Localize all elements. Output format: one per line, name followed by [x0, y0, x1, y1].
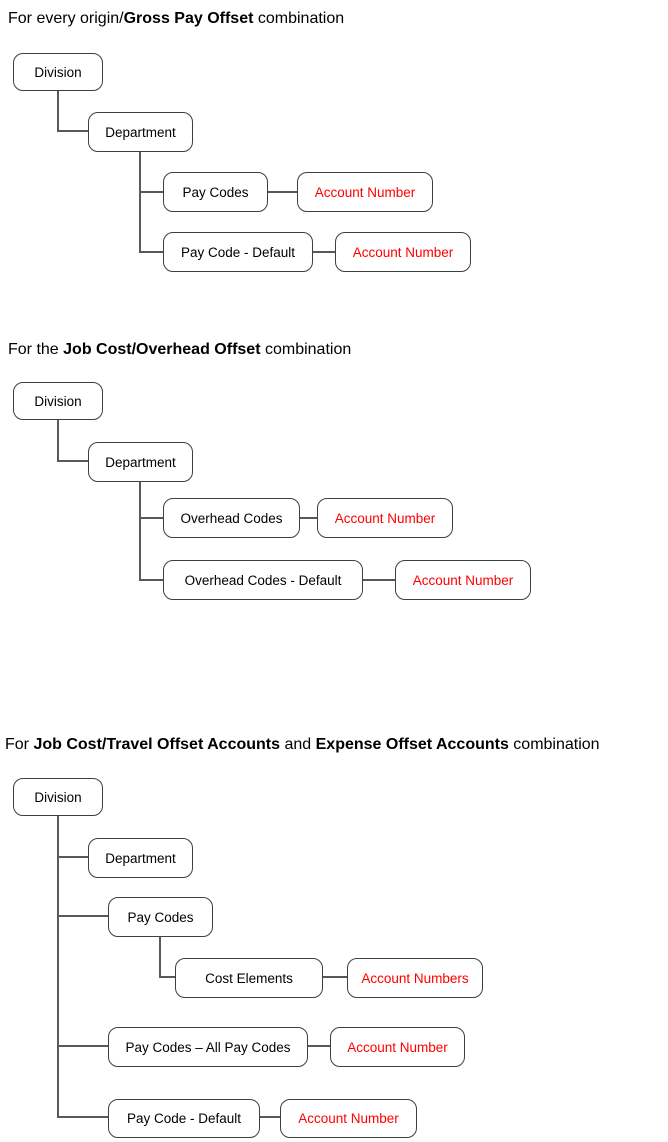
connector [58, 460, 88, 462]
heading-text-bold: Job Cost/Overhead Offset [63, 341, 261, 358]
node-label: Cost Elements [205, 970, 293, 986]
node-label: Pay Codes – All Pay Codes [125, 1039, 291, 1055]
node-account-number [317, 498, 453, 538]
node-label: Overhead Codes - Default [184, 572, 342, 588]
node-pay-code-default [108, 1099, 260, 1138]
node-overhead-codes [163, 498, 300, 538]
connector [140, 251, 163, 253]
node-label: Account Numbers [361, 970, 469, 986]
node-division [13, 382, 103, 420]
node-account-number [395, 560, 531, 600]
node-label: Overhead Codes [180, 510, 283, 526]
node-division [13, 778, 103, 816]
connector [313, 251, 335, 253]
node-division [13, 53, 103, 91]
section-overhead-heading [8, 339, 351, 360]
connector [140, 517, 163, 519]
node-account-numbers [347, 958, 483, 998]
node-label: Division [34, 64, 82, 80]
node-label: Pay Codes [127, 909, 194, 925]
node-label: Pay Codes [182, 184, 249, 200]
section-travel-expense-heading [5, 734, 600, 755]
heading-text: combination [508, 736, 600, 753]
connector [58, 1116, 108, 1118]
connector [58, 1045, 108, 1047]
node-pay-code-default [163, 232, 313, 272]
heading-text: For the [8, 341, 64, 358]
node-label: Department [105, 124, 176, 140]
node-account-number [335, 232, 471, 272]
connector [323, 976, 347, 978]
heading-text: combination [260, 341, 352, 358]
connector [58, 915, 108, 917]
connector [140, 579, 163, 581]
node-label: Department [105, 850, 176, 866]
node-label: Account Number [412, 572, 514, 588]
node-label: Account Number [352, 244, 454, 260]
connector [139, 152, 141, 253]
connector [160, 976, 175, 978]
node-department [88, 112, 193, 152]
node-account-number [297, 172, 433, 212]
heading-text-bold: Gross Pay Offset [123, 10, 254, 27]
node-pay-codes-all-pay-codes [108, 1027, 308, 1067]
node-pay-codes [163, 172, 268, 212]
connector [57, 91, 59, 132]
connector [57, 816, 59, 1118]
node-department [88, 838, 193, 878]
node-label: Account Number [314, 184, 416, 200]
node-label: Pay Code - Default [180, 244, 296, 260]
connector [58, 856, 88, 858]
connector [268, 191, 297, 193]
connector [57, 420, 59, 462]
connector [159, 937, 161, 978]
connector [58, 130, 88, 132]
node-pay-codes [108, 897, 213, 937]
connector [363, 579, 395, 581]
heading-text-bold: Expense Offset Accounts [315, 736, 509, 753]
node-label: Account Number [298, 1111, 399, 1126]
node-label: Pay Code - Default [126, 1111, 242, 1126]
connector [300, 517, 317, 519]
node-department [88, 442, 193, 482]
node-cost-elements [175, 958, 323, 998]
section-gross-pay-heading [8, 8, 344, 29]
node-account-number [280, 1099, 417, 1138]
heading-text: and [280, 736, 316, 753]
connector [308, 1045, 330, 1047]
connector [139, 482, 141, 581]
heading-text: For every origin/ [8, 10, 124, 27]
node-label: Department [105, 454, 176, 470]
node-label: Division [34, 789, 82, 805]
node-label: Account Number [347, 1039, 448, 1055]
connector [140, 191, 163, 193]
heading-text: combination [253, 10, 345, 27]
heading-text-bold: Job Cost/Travel Offset Accounts [33, 736, 281, 753]
node-account-number [330, 1027, 465, 1067]
node-label: Division [34, 393, 82, 409]
connector [260, 1116, 280, 1118]
node-overhead-codes-default [163, 560, 363, 600]
heading-text: For [5, 736, 34, 753]
node-label: Account Number [334, 510, 436, 526]
